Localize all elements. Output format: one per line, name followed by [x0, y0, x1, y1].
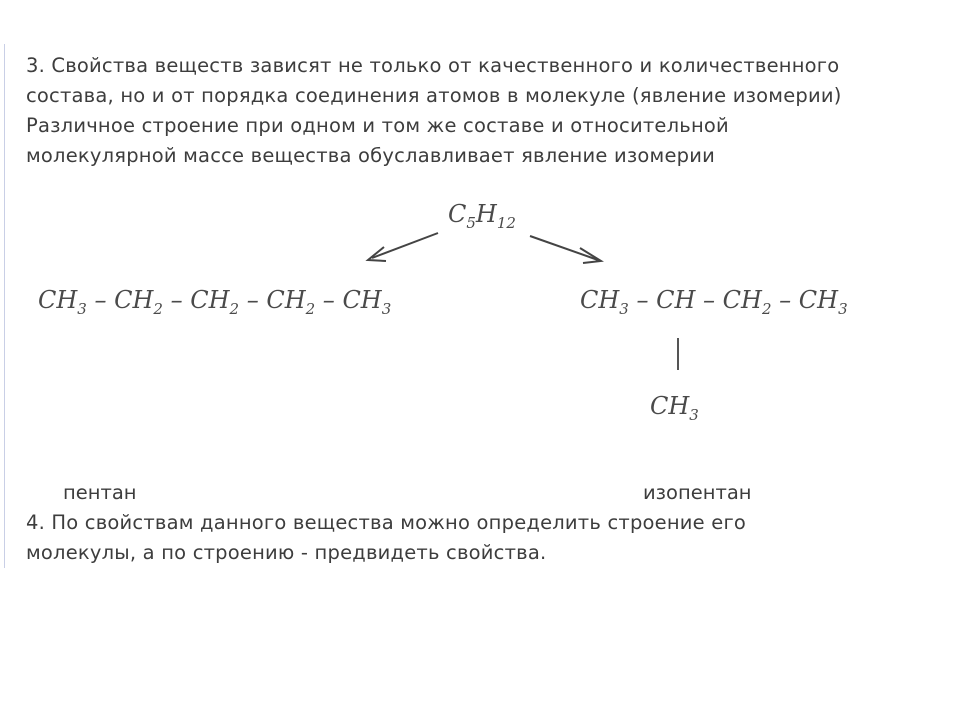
- arrow-to-isopentane: [530, 236, 598, 260]
- bond-dash: –: [162, 286, 191, 314]
- paragraph-4-line: 4. По свойствам данного вещества можно определить строение его: [26, 511, 747, 534]
- pentane-label: пентан: [63, 481, 137, 504]
- formula-element-h: H: [475, 200, 497, 228]
- paragraph-3-line: 3. Свойства веществ зависят не только от качественного и количественного: [26, 54, 840, 77]
- group-text: CH: [342, 286, 382, 314]
- group-text: CH: [656, 286, 696, 314]
- paragraph-3-line: Различное строение при одном и том же составе и относительной: [26, 114, 729, 137]
- group-text: CH: [722, 286, 762, 314]
- arrow-to-pentane: [372, 233, 438, 258]
- molecular-formula-c5h12: [448, 200, 516, 232]
- bond-dash: –: [771, 286, 799, 314]
- paragraph-3-line: молекулярной массе вещества обуславливает явление изомерии: [26, 144, 715, 167]
- group-text: CH: [266, 286, 306, 314]
- group-subscript: 3: [77, 300, 87, 318]
- group-subscript: 3: [689, 406, 699, 424]
- paragraph-4: [26, 508, 746, 568]
- paragraph-3: [26, 51, 842, 171]
- arrow-to-pentane-head: [368, 247, 386, 261]
- group-subscript: 2: [305, 300, 316, 318]
- group-text: CH: [650, 392, 690, 420]
- group-text: CH: [190, 286, 230, 314]
- bond-dash: –: [695, 286, 723, 314]
- group-text: CH: [580, 286, 620, 314]
- bond-dash: –: [315, 286, 343, 314]
- bond-dash: –: [86, 286, 115, 314]
- group-subscript: 2: [229, 300, 240, 318]
- paragraph-4-line: молекулы, а по строению - предвидеть свойства.: [26, 541, 547, 564]
- bond-dash: –: [239, 286, 267, 314]
- left-border-line: [4, 44, 5, 568]
- formula-subscript: 5: [466, 214, 476, 232]
- group-text: CH: [38, 286, 78, 314]
- group-text: CH: [114, 286, 154, 314]
- group-subscript: 3: [838, 300, 848, 318]
- arrow-to-isopentane-head: [580, 248, 601, 263]
- pentane-structural-formula: [38, 286, 391, 318]
- paragraph-3-line: состава, но и от порядка соединения атомов в молекуле (явление изомерии): [26, 84, 842, 107]
- group-subscript: 2: [761, 300, 772, 318]
- isopentane-label: изопентан: [643, 481, 752, 504]
- formula-element-c: C: [448, 200, 467, 228]
- isopentane-branch-bond: [677, 338, 679, 370]
- isopentane-branch-group: [650, 392, 699, 424]
- group-subscript: 2: [153, 300, 163, 318]
- formula-subscript: 12: [496, 214, 516, 232]
- group-subscript: 3: [381, 300, 392, 318]
- group-text: CH: [798, 286, 839, 314]
- isopentane-main-chain: [580, 286, 848, 318]
- group-subscript: 3: [619, 300, 629, 318]
- bond-dash: –: [628, 286, 657, 314]
